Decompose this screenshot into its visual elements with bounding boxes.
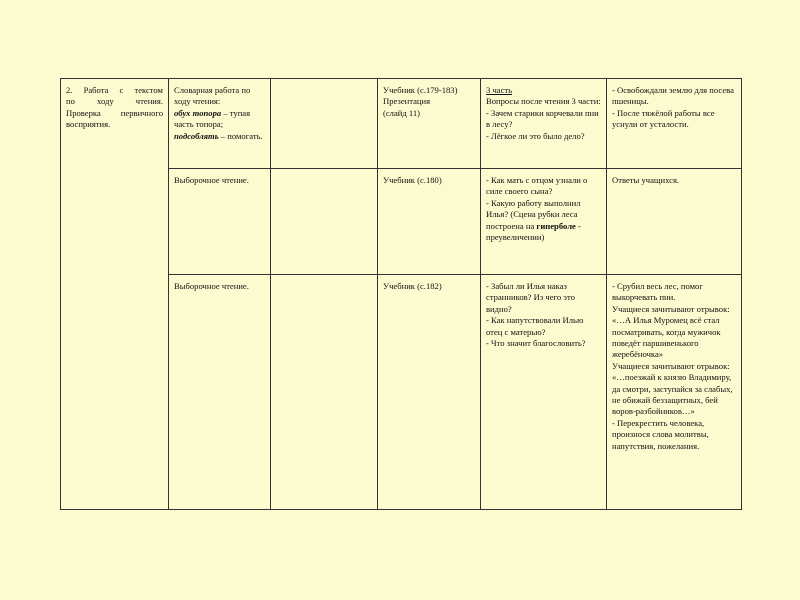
hyperbole-term: гиперболе — [536, 220, 576, 231]
answers-cell — [607, 79, 742, 169]
stage-line: по ходу чтения. — [66, 96, 163, 107]
task-cell: Выборочное чтение. — [169, 169, 271, 275]
empty-cell — [271, 169, 378, 275]
answer-line: Учащиеся зачитывают отрывок: «…поезжай к князю Владимиру, да смотри, заступайся за слабых, не обижай беззащитных, бей воров-разбойников…» — [612, 360, 733, 417]
source-cell: Учебник (с.182) — [378, 275, 481, 510]
question-line: - Забыл ли Илья наказ странников? Из чего это видно? — [486, 281, 575, 314]
question-line: - Лёгкое ли это было дело? — [486, 130, 585, 141]
stage-line: восприятия. — [66, 119, 111, 130]
source-line: (слайд 11) — [383, 107, 421, 118]
answer-line: Учащиеся зачитывают отрывок: «…А Илья Муромец всё стал посматривать, когда мужичок поведёт паршивенького жеребёночка» — [612, 303, 730, 360]
questions-cell — [481, 169, 607, 275]
answer-line: - После тяжёлой работы все уснули от усталости. — [612, 107, 715, 130]
source-cell: Учебник (с.180) — [378, 169, 481, 275]
task-cell: Выборочное чтение. — [169, 275, 271, 510]
vocab-definition: – тупая часть топора; — [174, 107, 251, 130]
answers-cell: Ответы учащихся. — [607, 169, 742, 275]
table-row — [61, 79, 742, 169]
stage-cell — [61, 79, 169, 510]
empty-cell — [271, 275, 378, 510]
answer-line: - Освобождали землю для посева пшеницы. — [612, 85, 734, 107]
stage-line: Проверка первичного — [66, 107, 163, 118]
vocab-term: обух топора — [174, 107, 222, 118]
question-line: - Что значит благословить? — [486, 338, 586, 349]
question-line: - Какую работу выполнил Илья? (Сцена рубки леса построена на — [486, 197, 581, 231]
vocab-definition: – помогать. — [218, 130, 263, 141]
question-line: Вопросы после чтения 3 части: — [486, 96, 601, 107]
answers-cell — [607, 275, 742, 510]
question-line: - Как мать с отцом узнали о силе своего сына? — [486, 175, 588, 197]
vocab-title: Словарная работа по ходу чтения: — [174, 85, 251, 107]
task-cell — [169, 79, 271, 169]
lesson-plan-table — [60, 78, 742, 510]
question-line: - Зачем старики корчевали пни в лесу? — [486, 107, 599, 130]
source-cell — [378, 79, 481, 169]
empty-cell — [271, 79, 378, 169]
vocab-term: подсоблять — [174, 130, 219, 141]
questions-cell — [481, 79, 607, 169]
stage-line: 2. Работа с текстом — [66, 85, 163, 95]
source-line: Учебник (с.179-183) — [383, 85, 458, 95]
question-line: - преувеличении) — [486, 220, 581, 243]
part-header: 3 часть — [486, 85, 513, 95]
question-line: - Как напутствовали Илью отец с матерью? — [486, 315, 584, 337]
answer-line: - Перекрестить человека, произнося слова молитвы, напутствия, пожелания. — [612, 417, 709, 451]
source-line: Презентация — [383, 96, 431, 107]
answer-line: - Срубил весь лес, помог выкорчевать пни. — [612, 281, 703, 303]
questions-cell — [481, 275, 607, 510]
